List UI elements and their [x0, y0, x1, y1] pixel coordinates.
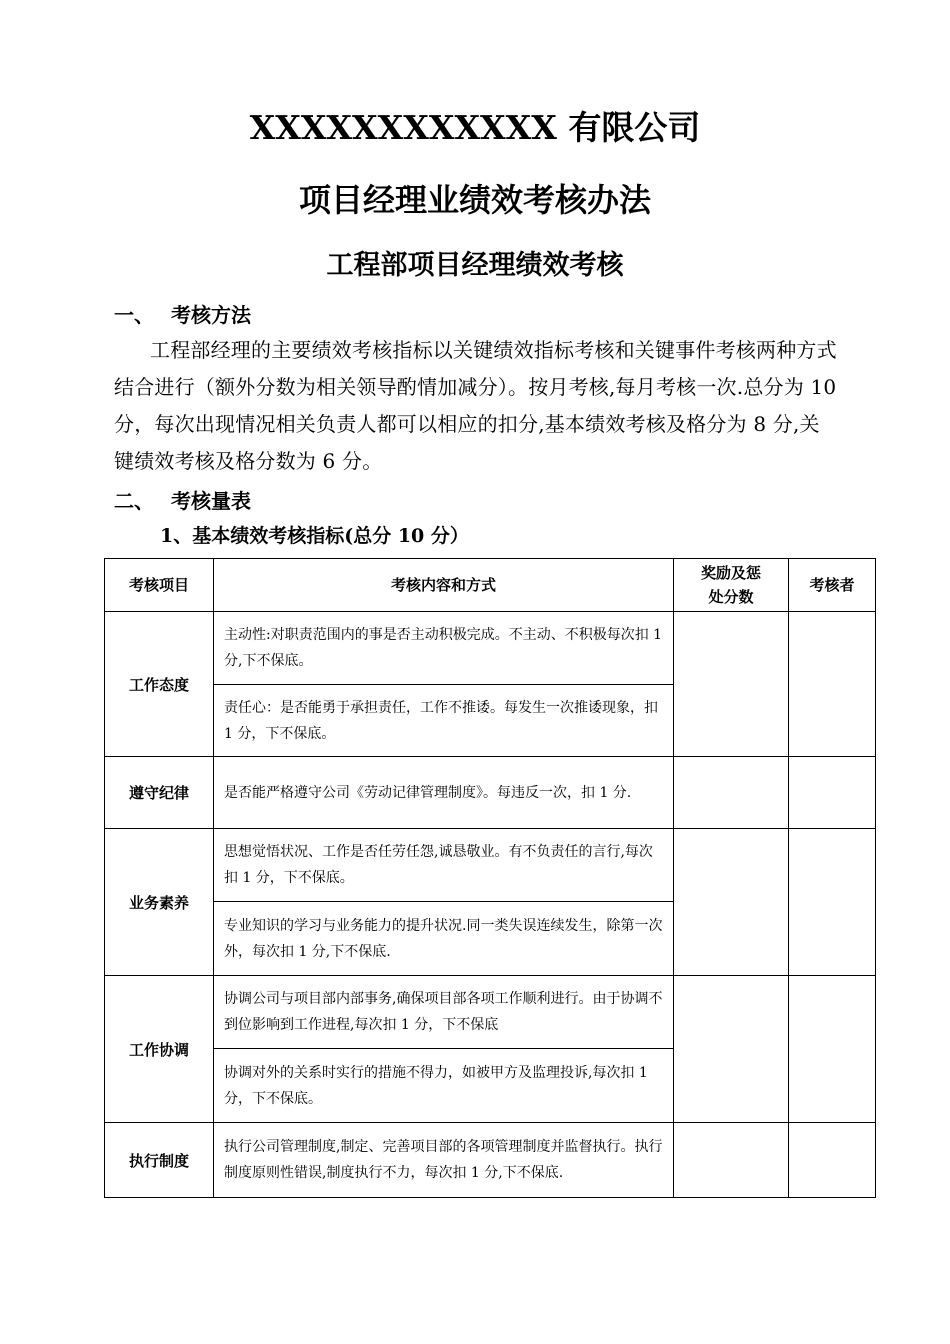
content-cell: 协调公司与项目部内部事务,确保项目部各项工作顺利进行。由于协调不到位影响到工作进程,每次扣 1 分，下不保底: [214, 976, 674, 1049]
assessment-method-paragraph: 工程部经理的主要绩效考核指标以关键绩效指标考核和关键事件考核两种方式结合进行（额外分数为相关领导酌情加减分）。按月考核,每月考核一次.总分为 10 分，每次出现情况相关负责人都可以相应的扣分,基本绩效考核及格分为 8 分,关键绩效考核及格分数为 6 分。: [114, 338, 837, 473]
header-item: 考核项目: [105, 559, 214, 612]
content-cell: 是否能严格遵守公司《劳动记律管理制度》。每违反一次，扣 1 分.: [214, 757, 674, 829]
score-cell: [674, 612, 789, 757]
table-row: [105, 612, 876, 685]
kpi-table: [104, 558, 876, 1198]
content-cell: 执行公司管理制度,制定、完善项目部的各项管理制度并监督执行。执行制度原则性错误,制度执行不力，每次扣 1 分,下不保底.: [214, 1123, 674, 1198]
table-row: [105, 976, 876, 1049]
section-2-heading: [114, 485, 251, 514]
document-title: 项目经理业绩效考核办法: [298, 181, 651, 219]
category-cell: 工作协调: [105, 976, 214, 1123]
department-title: 工程部项目经理绩效考核: [326, 250, 624, 281]
table-row: [105, 829, 876, 902]
header-score-label: 奖励及惩处分数: [700, 564, 761, 606]
assessor-cell: [789, 612, 876, 757]
assessor-cell: [789, 1123, 876, 1198]
section-1-heading: [114, 299, 251, 328]
table-header-row: [105, 559, 876, 612]
content-cell: 主动性:对职责范围内的事是否主动积极完成。不主动、不积极每次扣 1 分,下不保底。: [214, 612, 674, 685]
category-cell: 工作态度: [105, 612, 214, 757]
section-2-title: 考核量表: [171, 489, 251, 513]
header-content: 考核内容和方式: [214, 559, 674, 612]
section-2-number: 二、: [114, 489, 154, 513]
category-cell: 执行制度: [105, 1123, 214, 1198]
score-cell: [674, 976, 789, 1123]
content-cell: 责任心：是否能勇于承担责任，工作不推诿。每发生一次推诿现象，扣 1 分，下不保底。: [214, 685, 674, 757]
section-1-number: 一、: [114, 303, 154, 327]
table-row: [105, 1123, 876, 1198]
score-cell: [674, 757, 789, 829]
assessor-cell: [789, 829, 876, 976]
section-1-title: 考核方法: [171, 303, 251, 327]
assessor-cell: [789, 757, 876, 829]
score-cell: [674, 829, 789, 976]
content-cell: 思想觉悟状况、工作是否任劳任怨,诚恳敬业。有不负责任的言行,每次扣 1 分，下不保底。: [214, 829, 674, 902]
header-score: [674, 559, 789, 612]
header-assessor: 考核者: [789, 559, 876, 612]
content-cell: 协调对外的关系时实行的措施不得力，如被甲方及监理投诉,每次扣 1 分，下不保底。: [214, 1049, 674, 1123]
company-title: XXXXXXXXXXXX 有限公司: [249, 108, 701, 147]
content-cell: 专业知识的学习与业务能力的提升状况.同一类失误连续发生，除第一次外，每次扣 1 分,下不保底.: [214, 902, 674, 976]
category-cell: 业务素养: [105, 829, 214, 976]
table-row: [105, 757, 876, 829]
assessor-cell: [789, 976, 876, 1123]
basic-kpi-subtitle: 1、基本绩效考核指标(总分 10 分）: [160, 525, 469, 547]
category-cell: 遵守纪律: [105, 757, 214, 829]
score-cell: [674, 1123, 789, 1198]
